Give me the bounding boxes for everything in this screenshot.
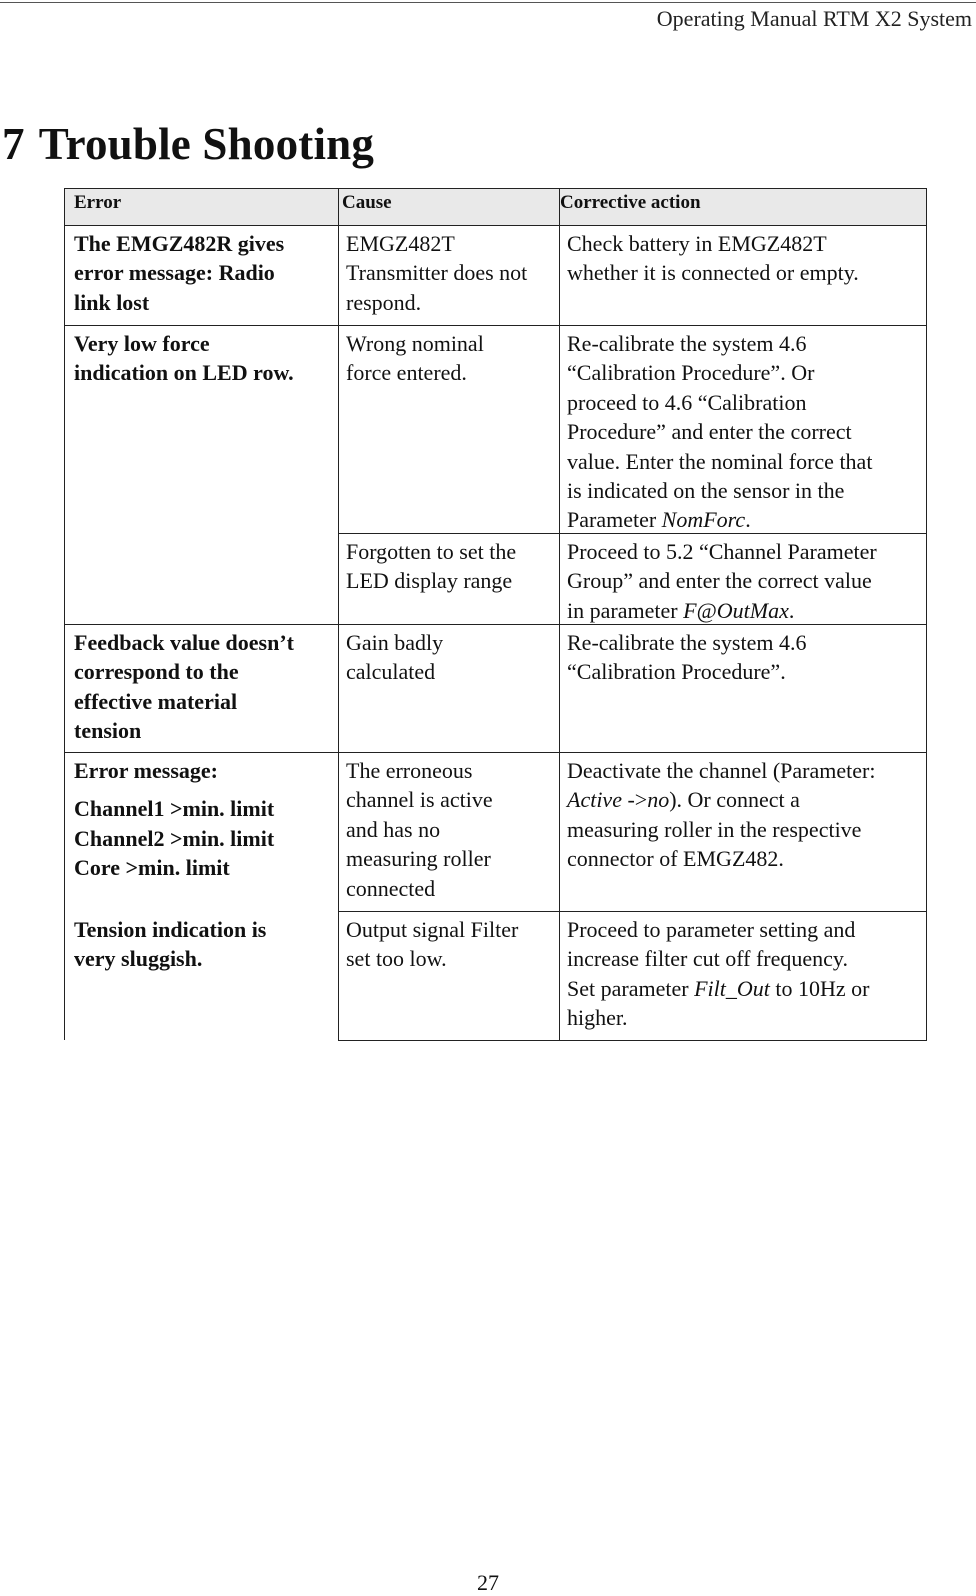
- grid-line: [338, 188, 339, 1040]
- text-line: indication on LED row.: [74, 360, 294, 386]
- text-run: ). Or connect a: [669, 787, 800, 813]
- row6-cause: [346, 915, 558, 974]
- text-line: increase filter cut off frequency.: [567, 946, 848, 972]
- text-line: The erroneous: [346, 758, 473, 783]
- grid-line: [64, 188, 65, 1040]
- spacer: [74, 785, 336, 794]
- text-line: Re-calibrate the system 4.6: [567, 630, 807, 655]
- text-line: Very low force: [74, 331, 210, 356]
- row3-action: [567, 537, 925, 625]
- text-line: whether it is connected or empty.: [567, 260, 859, 286]
- text-line: very sluggish.: [74, 946, 203, 972]
- text-line: [567, 974, 925, 1003]
- text-line: Check battery in EMGZ482T: [567, 231, 827, 256]
- text-run: in parameter: [567, 597, 684, 623]
- text-line: link lost: [74, 289, 150, 315]
- text-line: Transmitter does not: [346, 260, 528, 286]
- row4-error: [74, 628, 336, 746]
- grid-line: [64, 752, 927, 753]
- text-line: Forgotten to set the: [346, 539, 517, 564]
- parameter-name: F@OutMax: [683, 597, 789, 623]
- text-line: calculated: [346, 659, 436, 685]
- text-line: respond.: [346, 289, 422, 315]
- text-line: error message: Radio: [74, 260, 275, 286]
- text-line: Gain badly: [346, 630, 444, 655]
- grid-line: [338, 911, 927, 912]
- row6-action: [567, 915, 925, 1033]
- header-rule: [0, 2, 976, 3]
- row1-cause: [346, 229, 558, 317]
- text-run: to 10Hz or: [769, 975, 870, 1001]
- row2-action: [567, 329, 925, 535]
- row4-action: [567, 628, 925, 687]
- header-error: Error: [74, 192, 122, 213]
- text-line: Re-calibrate the system 4.6: [567, 331, 807, 356]
- text-run: ->: [621, 787, 648, 813]
- text-line: measuring roller: [346, 846, 491, 872]
- row2-cause: [346, 329, 558, 388]
- text-line: set too low.: [346, 946, 447, 972]
- text-line: [567, 505, 925, 534]
- row1-error: [74, 229, 336, 317]
- text-line: [567, 785, 925, 814]
- parameter-value: no: [647, 787, 670, 813]
- text-line: Wrong nominal: [346, 331, 484, 356]
- text-line: connected: [346, 875, 436, 901]
- row3-cause: [346, 537, 558, 596]
- page-number: 27: [477, 1570, 499, 1595]
- text-line: EMGZ482T: [346, 231, 455, 256]
- parameter-name: Filt_Out: [694, 975, 770, 1001]
- text-line: Output signal Filter: [346, 917, 519, 942]
- text-line: Group” and enter the correct value: [567, 568, 872, 594]
- row5-cause: [346, 756, 558, 903]
- section-number: 7: [2, 119, 25, 169]
- grid-line: [64, 325, 927, 326]
- text-line: measuring roller in the respective: [567, 816, 862, 842]
- header-corrective-action: Corrective action: [560, 192, 701, 213]
- text-line: Channel2 >min. limit: [74, 825, 275, 851]
- text-line: is indicated on the sensor in the: [567, 478, 845, 504]
- section-title-text: Trouble Shooting: [38, 119, 375, 169]
- grid-line: [926, 188, 927, 1040]
- running-header: Operating Manual RTM X2 System: [656, 6, 972, 31]
- text-run: Parameter: [567, 507, 662, 533]
- text-line: effective material: [74, 688, 238, 714]
- text-line: correspond to the: [74, 659, 239, 685]
- grid-line: [338, 1040, 927, 1041]
- text-line: “Calibration Procedure”. Or: [567, 360, 815, 386]
- text-line: Proceed to parameter setting and: [567, 917, 856, 942]
- text-line: value. Enter the nominal force that: [567, 448, 873, 474]
- text-line: LED display range: [346, 568, 513, 594]
- text-line: “Calibration Procedure”.: [567, 659, 786, 685]
- header-cause: Cause: [342, 192, 392, 213]
- text-line: The EMGZ482R gives: [74, 231, 285, 256]
- text-line: Tension indication is: [74, 917, 267, 942]
- table-header-row: [64, 189, 927, 225]
- text-line: Channel1 >min. limit: [74, 796, 275, 822]
- row2-error: [74, 329, 336, 388]
- text-line: Proceed to 5.2 “Channel Parameter: [567, 539, 877, 564]
- text-line: channel is active: [346, 787, 493, 813]
- text-run: .: [788, 597, 795, 623]
- row5-action: [567, 756, 925, 874]
- text-line: Feedback value doesn’t: [74, 630, 294, 655]
- row1-action: [567, 229, 925, 288]
- text-line: proceed to 4.6 “Calibration: [567, 389, 807, 415]
- text-line: force entered.: [346, 360, 467, 386]
- grid-line: [64, 225, 927, 226]
- grid-line: [64, 188, 927, 189]
- text-line: Error message:: [74, 758, 218, 783]
- section-title: [2, 118, 374, 170]
- row4-cause: [346, 628, 558, 687]
- text-line: tension: [74, 718, 142, 744]
- text-line: Core >min. limit: [74, 855, 230, 881]
- text-line: Deactivate the channel (Parameter:: [567, 758, 876, 783]
- text-line: [567, 596, 925, 625]
- parameter-name: NomForc: [661, 507, 746, 533]
- parameter-name: Active: [567, 787, 622, 813]
- row5-error: [74, 756, 336, 883]
- text-run: .: [745, 507, 751, 533]
- text-line: Procedure” and enter the correct: [567, 419, 852, 445]
- grid-line: [559, 188, 560, 1040]
- text-run: Set parameter: [567, 975, 695, 1001]
- text-line: and has no: [346, 816, 441, 842]
- text-line: connector of EMGZ482.: [567, 846, 784, 872]
- text-line: higher.: [567, 1005, 628, 1031]
- row6-error: [74, 915, 336, 974]
